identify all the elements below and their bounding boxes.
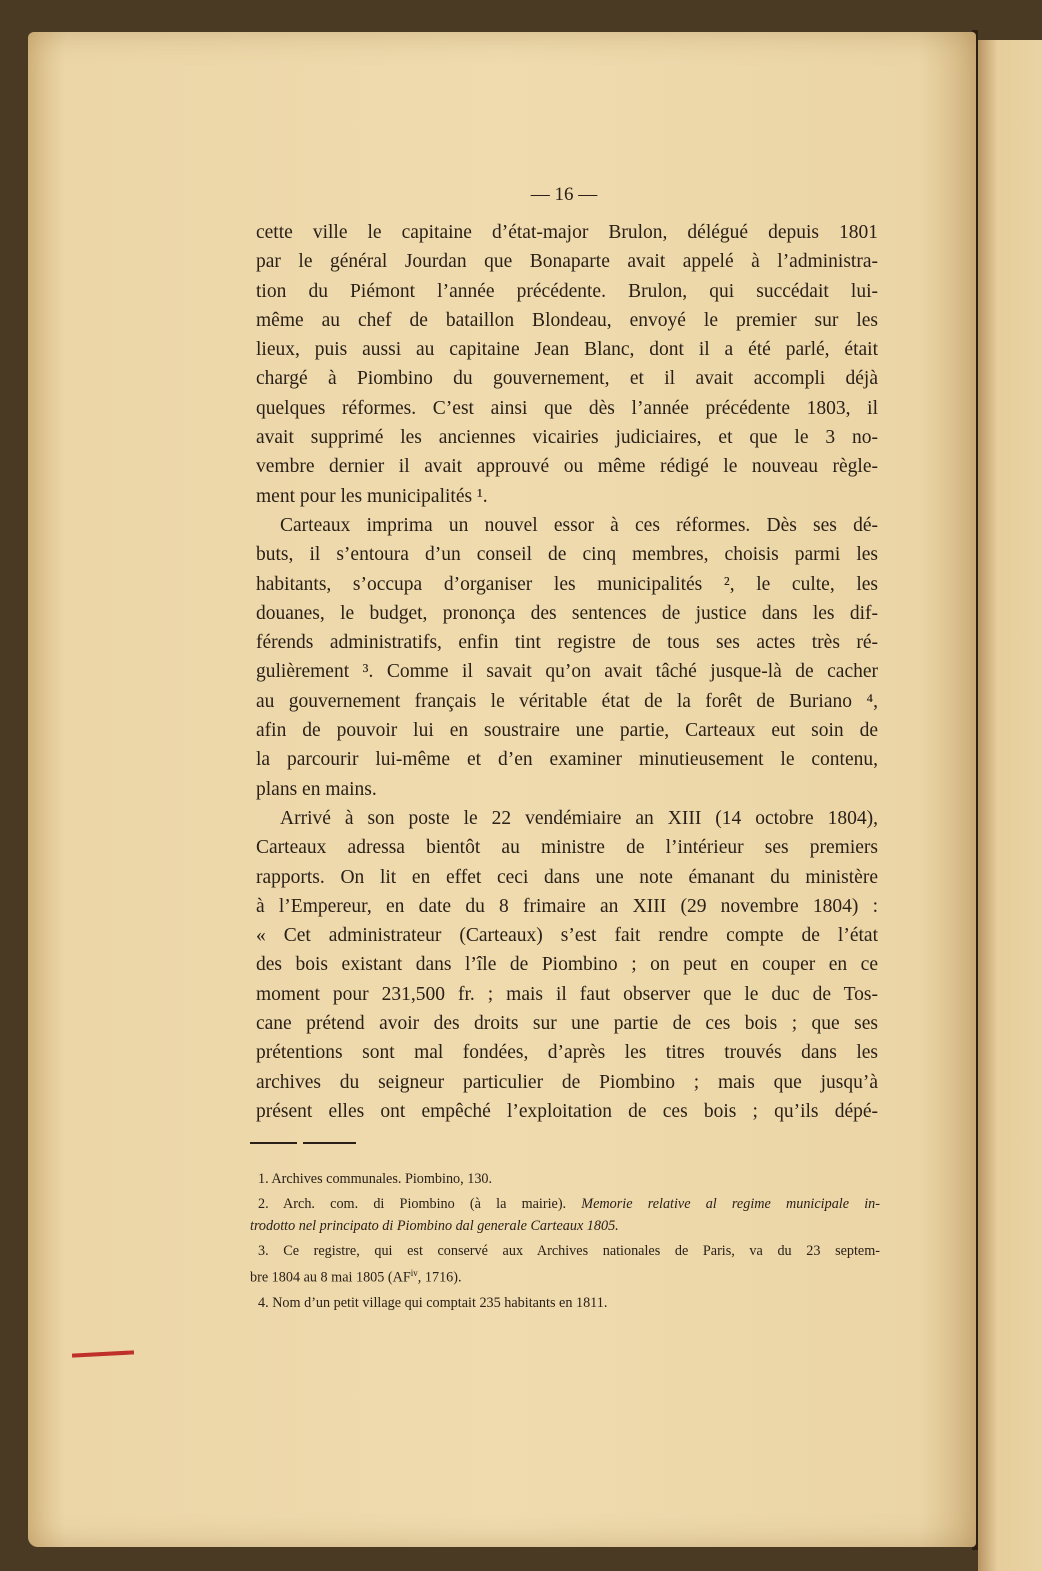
- footnote-3: 3. Ce registre, qui est conservé aux Archives nationales de Paris, va du 23 septem-: [258, 1243, 880, 1259]
- text-line: chargé à Piombino du gouvernement, et il avait accompli déjà: [256, 368, 878, 390]
- facing-page-edge: [978, 40, 1042, 1571]
- text-line: par le général Jourdan que Bonaparte avait appelé à l’administra-: [256, 251, 878, 273]
- text-line: cette ville le capitaine d’état-major Brulon, délégué depuis 1801: [256, 222, 878, 243]
- text-line: « Cet administrateur (Carteaux) s’est fait rendre compte de l’état: [256, 925, 878, 947]
- paragraph: [256, 511, 878, 804]
- footnote-1: 1. Archives communales. Piombino, 130.: [258, 1171, 493, 1187]
- footnote-3-text: bre 1804 au 8 mai 1805 (AF: [250, 1269, 411, 1286]
- footnote-4: 4. Nom d’un petit village qui comptait 235 habitants en 1811.: [258, 1294, 608, 1311]
- page-number-text: — 16 —: [530, 184, 598, 205]
- footnote-3-cont: [250, 1262, 880, 1289]
- text-line: ment pour les municipalités ¹.: [256, 485, 488, 507]
- footnote-separator: [250, 1142, 360, 1144]
- text-line: avait supprimé les anciennes vicairies judiciaires, et que le 3 no-: [256, 427, 878, 449]
- text-line: gulièrement ³. Comme il savait qu’on avait tâché jusque-là de cacher: [256, 661, 878, 683]
- text-line: tion du Piémont l’année précédente. Brulon, qui succédait lui-: [256, 280, 878, 302]
- footnote-2: [250, 1193, 880, 1215]
- footnote-2-cont: [250, 1215, 880, 1237]
- text-line: la parcourir lui-même et d’en examiner minutieusement le contenu,: [256, 749, 878, 771]
- text-line: plans en mains.: [256, 778, 377, 800]
- text-line: Carteaux adressa bientôt au ministre de l’intérieur ses premiers: [256, 837, 878, 859]
- footnote-3-text-end: , 1716).: [417, 1269, 462, 1286]
- text-line: cane prétend avoir des droits sur une partie de ces bois ; que ses: [256, 1013, 878, 1035]
- footnote-3-sup: iv: [410, 1268, 418, 1278]
- text-line: même au chef de bataillon Blondeau, envoyé le premier sur les: [256, 309, 878, 331]
- text-line: présent elles ont empêché l’exploitation de ces bois ; qu’ils dépé-: [256, 1100, 878, 1122]
- text-line: à l’Empereur, en date du 8 frimaire an XIII (29 novembre 1804) :: [256, 895, 878, 917]
- page-number: [0, 184, 1042, 206]
- text-line: Arrivé à son poste le 22 vendémiaire an XIII (14 octobre 1804),: [280, 807, 878, 829]
- text-line: au gouvernement français le véritable état de la forêt de Buriano ⁴,: [256, 690, 878, 712]
- text-line: rapports. On lit en effet ceci dans une note émanant du ministère: [256, 866, 878, 888]
- text-line: lieux, puis aussi au capitaine Jean Blanc, dont il a été parlé, était: [256, 339, 878, 361]
- text-line: Carteaux imprima un nouvel essor à ces réformes. Dès ses dé-: [280, 514, 878, 536]
- text-line: buts, il s’entoura d’un conseil de cinq membres, choisis parmi les: [256, 544, 878, 566]
- footnote-2-text: 2. Arch. com. di Piombino (à la mairie).: [258, 1196, 582, 1212]
- paragraph: [256, 218, 878, 511]
- footnote-2-title: Memorie relative al regime municipale in-: [581, 1196, 880, 1212]
- text-line: quelques réformes. C’est ainsi que dès l’année précédente 1803, il: [256, 397, 878, 419]
- text-line: prétentions sont mal fondées, d’après les titres trouvés dans les: [256, 1042, 878, 1064]
- text-line: archives du seigneur particulier de Piombino ; mais que jusqu’à: [256, 1071, 878, 1093]
- text-line: afin de pouvoir lui en soustraire une partie, Carteaux eut soin de: [256, 720, 878, 742]
- text-line: des bois existant dans l’île de Piombino ; on peut en couper en ce: [256, 954, 878, 976]
- footnotes: [250, 1168, 880, 1314]
- body-text: [256, 218, 878, 1126]
- footnote-2-title-cont: trodotto nel principato di Piombino dal generale Carteaux 1805.: [250, 1218, 619, 1234]
- paragraph: [256, 804, 878, 1126]
- text-line: douanes, le budget, prononça des sentences de justice dans les dif-: [256, 602, 878, 624]
- text-line: habitants, s’occupa d’organiser les municipalités ², le culte, les: [256, 573, 878, 595]
- text-line: vembre dernier il avait approuvé ou même rédigé le nouveau règle-: [256, 456, 878, 478]
- text-line: moment pour 231,500 fr. ; mais il faut observer que le duc de Tos-: [256, 983, 878, 1005]
- text-line: férends administratifs, enfin tint registre de tous ses actes très ré-: [256, 632, 878, 654]
